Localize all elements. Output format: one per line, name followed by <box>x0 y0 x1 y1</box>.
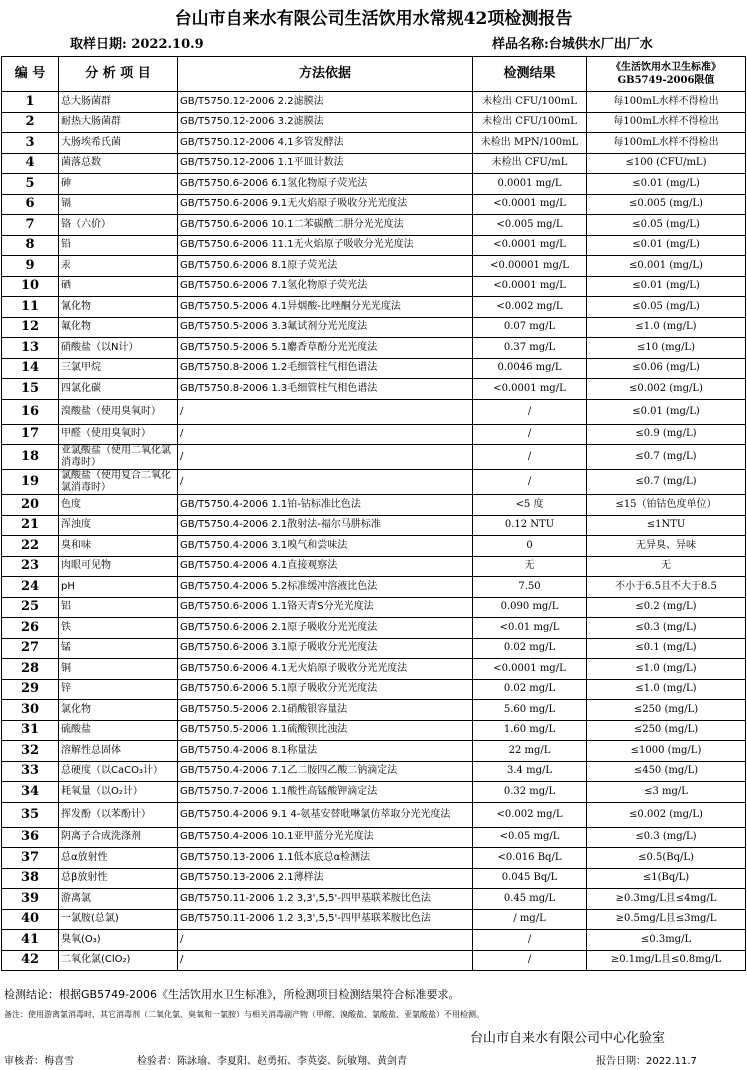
row-result: 未检出 CFU/mL <box>473 153 587 174</box>
row-item: 铁 <box>59 618 178 639</box>
sample-date: 取样日期: 2022.10.9 <box>70 37 204 52</box>
row-method: GB/T5750.5-2006 3.3氟试剂分光光度法 <box>178 317 473 338</box>
row-item: 挥发酚（以苯酚计） <box>59 802 178 827</box>
row-standard: ≤0.005 (mg/L) <box>587 194 746 215</box>
row-standard: ≤1.0 (mg/L) <box>587 679 746 700</box>
row-standard: ≥0.3mg/L且≤4mg/L <box>587 889 746 910</box>
row-result: 0.090 mg/L <box>473 597 587 618</box>
row-standard: 不小于6.5且不大于8.5 <box>587 577 746 598</box>
table-row <box>2 930 746 951</box>
row-standard: ≤0.1 (mg/L) <box>587 638 746 659</box>
row-item: 锌 <box>59 679 178 700</box>
table-row <box>2 317 746 338</box>
table-row <box>2 297 746 318</box>
row-item: 硝酸盐（以N计） <box>59 338 178 359</box>
row-number: 27 <box>2 638 59 659</box>
row-item: 亚氯酸盐（使用二氧化氯消毒时） <box>59 445 178 470</box>
table-row <box>2 424 746 445</box>
table-row <box>2 153 746 174</box>
row-standard: ≤10 (mg/L) <box>587 338 746 359</box>
row-result: 无 <box>473 556 587 577</box>
row-item: 砷 <box>59 174 178 195</box>
row-result: 0.0046 mg/L <box>473 358 587 379</box>
row-standard: ≤0.2 (mg/L) <box>587 597 746 618</box>
row-result: 0.45 mg/L <box>473 889 587 910</box>
row-item: 三氯甲烷 <box>59 358 178 379</box>
row-item: 臭和味 <box>59 536 178 557</box>
row-result: 3.4 mg/L <box>473 761 587 782</box>
table-row <box>2 470 746 495</box>
row-item: 溶解性总固体 <box>59 741 178 762</box>
row-standard: ≤450 (mg/L) <box>587 761 746 782</box>
row-item: 溴酸盐（使用臭氧时） <box>59 399 178 424</box>
row-number: 42 <box>2 950 59 971</box>
row-number: 35 <box>2 802 59 827</box>
table-row <box>2 92 746 113</box>
row-result: 0 <box>473 536 587 557</box>
row-item: 铅 <box>59 235 178 256</box>
row-result: 0.12 NTU <box>473 515 587 536</box>
table-row <box>2 597 746 618</box>
row-item: 菌落总数 <box>59 153 178 174</box>
row-method: GB/T5750.4-2006 5.2标准缓冲溶液比色法 <box>178 577 473 598</box>
table-row <box>2 215 746 236</box>
row-number: 38 <box>2 868 59 889</box>
row-method: GB/T5750.4-2006 9.1 4-氨基安替吡啉氯仿萃取分光光度法 <box>178 802 473 827</box>
row-result: <0.05 mg/L <box>473 827 587 848</box>
row-method: GB/T5750.6-2006 6.1氢化物原子荧光法 <box>178 174 473 195</box>
row-item: 四氯化碳 <box>59 379 178 400</box>
row-item: 阴离子合成洗涤剂 <box>59 827 178 848</box>
row-number: 3 <box>2 133 59 154</box>
row-number: 40 <box>2 909 59 930</box>
row-number: 2 <box>2 112 59 133</box>
row-method: GB/T5750.5-2006 4.1异烟酸-比唑酮分光光度法 <box>178 297 473 318</box>
row-method: GB/T5750.6-2006 11.1无火焰原子吸收分光光度法 <box>178 235 473 256</box>
row-number: 11 <box>2 297 59 318</box>
row-number: 23 <box>2 556 59 577</box>
table-row <box>2 495 746 516</box>
row-method: / <box>178 470 473 495</box>
results-table <box>1 56 746 971</box>
row-item: 硒 <box>59 276 178 297</box>
table-row <box>2 174 746 195</box>
table-row <box>2 379 746 400</box>
table-row <box>2 399 746 424</box>
row-standard: ≤1000 (mg/L) <box>587 741 746 762</box>
header-result: 检测结果 <box>473 57 587 92</box>
row-result: 0.02 mg/L <box>473 679 587 700</box>
row-standard: ≤1NTU <box>587 515 746 536</box>
header-standard-line2: GB5749-2006限值 <box>617 75 715 86</box>
row-standard: 每100mL水样不得检出 <box>587 133 746 154</box>
table-body <box>2 92 746 971</box>
row-result: <0.0001 mg/L <box>473 659 587 680</box>
row-number: 5 <box>2 174 59 195</box>
row-number: 36 <box>2 827 59 848</box>
row-method: GB/T5750.13-2006 1.1低本底总α检测法 <box>178 848 473 869</box>
row-method: GB/T5750.6-2006 10.1二苯碳酰二肼分光光度法 <box>178 215 473 236</box>
row-result: / <box>473 445 587 470</box>
row-item: 氯化物 <box>59 700 178 721</box>
row-result: 5.60 mg/L <box>473 700 587 721</box>
row-result: <0.0001 mg/L <box>473 379 587 400</box>
row-number: 33 <box>2 761 59 782</box>
row-standard: ≤0.002 (mg/L) <box>587 379 746 400</box>
row-item: 一氯胺(总氯) <box>59 909 178 930</box>
row-number: 12 <box>2 317 59 338</box>
table-header-row <box>2 57 746 92</box>
row-result: / mg/L <box>473 909 587 930</box>
table-row <box>2 556 746 577</box>
row-method: GB/T5750.4-2006 3.1嗅气和尝味法 <box>178 536 473 557</box>
row-result: / <box>473 950 587 971</box>
row-method: GB/T5750.6-2006 8.1原子荧光法 <box>178 256 473 277</box>
row-number: 1 <box>2 92 59 113</box>
row-result: 0.37 mg/L <box>473 338 587 359</box>
row-standard: ≤0.01 (mg/L) <box>587 174 746 195</box>
row-item: 大肠埃希氏菌 <box>59 133 178 154</box>
report-title: 台山市自来水有限公司生活饮用水常规42项检测报告 <box>174 9 573 29</box>
row-method: GB/T5750.4-2006 7.1乙二胺四乙酸二钠滴定法 <box>178 761 473 782</box>
table-row <box>2 276 746 297</box>
row-method: GB/T5750.6-2006 7.1氢化物原子荧光法 <box>178 276 473 297</box>
row-result: 7.50 <box>473 577 587 598</box>
row-result: 22 mg/L <box>473 741 587 762</box>
row-standard: 每100mL水样不得检出 <box>587 112 746 133</box>
row-item: 总α放射性 <box>59 848 178 869</box>
row-method: GB/T5750.6-2006 4.1无火焰原子吸收分光光度法 <box>178 659 473 680</box>
row-number: 19 <box>2 470 59 495</box>
conclusion-text: 检测结论：根据GB5749-2006《生活饮用水卫生标准》，所检测项目检测结果符合标准要求。 <box>4 988 460 1001</box>
row-method: GB/T5750.8-2006 1.3毛细管柱气相色谱法 <box>178 379 473 400</box>
row-number: 16 <box>2 399 59 424</box>
row-item: 镉 <box>59 194 178 215</box>
row-result: <0.005 mg/L <box>473 215 587 236</box>
row-number: 14 <box>2 358 59 379</box>
row-number: 25 <box>2 597 59 618</box>
row-number: 18 <box>2 445 59 470</box>
row-number: 29 <box>2 679 59 700</box>
row-number: 31 <box>2 720 59 741</box>
row-method: GB/T5750.4-2006 8.1称量法 <box>178 741 473 762</box>
row-number: 10 <box>2 276 59 297</box>
row-method: GB/T5750.4-2006 10.1亚甲蓝分光光度法 <box>178 827 473 848</box>
table-row <box>2 536 746 557</box>
row-method: / <box>178 445 473 470</box>
row-result: / <box>473 399 587 424</box>
row-item: 肉眼可见物 <box>59 556 178 577</box>
row-method: GB/T5750.12-2006 4.1多管发酵法 <box>178 133 473 154</box>
row-standard: ≤0.3mg/L <box>587 930 746 951</box>
row-method: GB/T5750.12-2006 2.2滤膜法 <box>178 92 473 113</box>
row-result: 未检出 CFU/100mL <box>473 92 587 113</box>
row-standard: ≤0.01 (mg/L) <box>587 235 746 256</box>
row-standard: ≤0.7 (mg/L) <box>587 470 746 495</box>
row-standard: ≤0.5(Bq/L) <box>587 848 746 869</box>
row-standard: ≤0.001 (mg/L) <box>587 256 746 277</box>
row-result: 未检出 CFU/100mL <box>473 112 587 133</box>
reviewer: 审核者：梅喜雪 <box>4 1056 74 1067</box>
row-item: 总硬度（以CaCO₃计） <box>59 761 178 782</box>
row-number: 37 <box>2 848 59 869</box>
table-row <box>2 848 746 869</box>
row-method: / <box>178 950 473 971</box>
table-row <box>2 235 746 256</box>
table-row <box>2 256 746 277</box>
row-result: 0.045 Bq/L <box>473 868 587 889</box>
row-method: GB/T5750.5-2006 2.1硝酸银容量法 <box>178 700 473 721</box>
table-row <box>2 338 746 359</box>
table-row <box>2 827 746 848</box>
row-standard: ≤0.01 (mg/L) <box>587 399 746 424</box>
note-text: 备注：使用游离氯消毒时，其它消毒剂（二氧化氯、臭氧和一氯胺）与相关消毒副产物（甲醛、溴酸盐、氯酸盐、亚氯酸盐）不用检测。 <box>4 1010 484 1019</box>
row-number: 41 <box>2 930 59 951</box>
row-standard: 无异臭、异味 <box>587 536 746 557</box>
row-number: 15 <box>2 379 59 400</box>
row-result: <0.0001 mg/L <box>473 194 587 215</box>
row-number: 39 <box>2 889 59 910</box>
row-standard: ≤100 (CFU/mL) <box>587 153 746 174</box>
table-row <box>2 133 746 154</box>
row-method: GB/T5750.4-2006 1.1铂-钴标准比色法 <box>178 495 473 516</box>
table-row <box>2 889 746 910</box>
row-number: 7 <box>2 215 59 236</box>
row-standard: ≤1(Bq/L) <box>587 868 746 889</box>
inspectors: 检验者：陈詠瑜、李夏阳、赵勇拓、李英姿、阮敏翔、黄剑青 <box>137 1056 407 1067</box>
header-standard <box>587 57 746 92</box>
row-standard: ≤0.7 (mg/L) <box>587 445 746 470</box>
table-row <box>2 577 746 598</box>
row-result: <5 度 <box>473 495 587 516</box>
row-item: 游离氯 <box>59 889 178 910</box>
row-result: <0.002 mg/L <box>473 297 587 318</box>
row-item: 色度 <box>59 495 178 516</box>
row-result: 1.60 mg/L <box>473 720 587 741</box>
row-result: <0.01 mg/L <box>473 618 587 639</box>
row-item: 总β放射性 <box>59 868 178 889</box>
row-result: <0.00001 mg/L <box>473 256 587 277</box>
row-standard: ≤15（铂钴色度单位） <box>587 495 746 516</box>
row-result: 0.32 mg/L <box>473 782 587 803</box>
row-result: <0.0001 mg/L <box>473 276 587 297</box>
header-item: 分 析 项 目 <box>59 57 178 92</box>
table-row <box>2 445 746 470</box>
table-row <box>2 761 746 782</box>
table-row <box>2 720 746 741</box>
row-method: GB/T5750.4-2006 2.1散射法-福尔马肼标准 <box>178 515 473 536</box>
row-method: GB/T5750.7-2006 1.1酸性高锰酸钾滴定法 <box>178 782 473 803</box>
row-method: GB/T5750.6-2006 2.1原子吸收分光光度法 <box>178 618 473 639</box>
row-item: 氯酸盐（使用复合二氧化氯消毒时） <box>59 470 178 495</box>
row-method: GB/T5750.13-2006 2.1薄样法 <box>178 868 473 889</box>
table-row <box>2 618 746 639</box>
row-standard: ≤3 mg/L <box>587 782 746 803</box>
row-item: 甲醛（使用臭氧时） <box>59 424 178 445</box>
report-date: 报告日期：2022.11.7 <box>596 1056 697 1067</box>
table-row <box>2 868 746 889</box>
header-standard-line1: 《生活饮用水卫生标准》 <box>611 62 721 73</box>
row-method: GB/T5750.11-2006 1.2 3,3',5,5'-四甲基联苯胺比色法 <box>178 909 473 930</box>
row-standard: ≤0.3 (mg/L) <box>587 827 746 848</box>
row-method: GB/T5750.5-2006 5.1麝香草酚分光光度法 <box>178 338 473 359</box>
row-result: / <box>473 930 587 951</box>
row-standard: ≤1.0 (mg/L) <box>587 317 746 338</box>
row-number: 13 <box>2 338 59 359</box>
row-result: 0.0001 mg/L <box>473 174 587 195</box>
row-number: 22 <box>2 536 59 557</box>
row-result: <0.016 Bq/L <box>473 848 587 869</box>
row-standard: ≤0.06 (mg/L) <box>587 358 746 379</box>
row-standard: ≤0.3 (mg/L) <box>587 618 746 639</box>
row-method: GB/T5750.4-2006 4.1直接观察法 <box>178 556 473 577</box>
table-row <box>2 679 746 700</box>
row-standard: ≤0.9 (mg/L) <box>587 424 746 445</box>
row-method: / <box>178 424 473 445</box>
row-number: 24 <box>2 577 59 598</box>
table-row <box>2 515 746 536</box>
row-number: 8 <box>2 235 59 256</box>
table-row <box>2 782 746 803</box>
row-item: 总大肠菌群 <box>59 92 178 113</box>
row-number: 28 <box>2 659 59 680</box>
row-item: 汞 <box>59 256 178 277</box>
header-no: 编 号 <box>2 57 59 92</box>
row-item: 铝 <box>59 597 178 618</box>
row-method: GB/T5750.5-2006 1.1硫酸钡比浊法 <box>178 720 473 741</box>
row-method: / <box>178 930 473 951</box>
row-result: 0.07 mg/L <box>473 317 587 338</box>
row-number: 4 <box>2 153 59 174</box>
row-number: 21 <box>2 515 59 536</box>
row-item: 臭氧(O₃) <box>59 930 178 951</box>
row-standard: ≤0.05 (mg/L) <box>587 215 746 236</box>
row-standard: ≥0.1mg/L且≤0.8mg/L <box>587 950 746 971</box>
row-item: 耗氧量（以O₂计） <box>59 782 178 803</box>
row-result: / <box>473 470 587 495</box>
row-number: 26 <box>2 618 59 639</box>
row-method: GB/T5750.11-2006 1.2 3,3',5,5'-四甲基联苯胺比色法 <box>178 889 473 910</box>
row-method: GB/T5750.12-2006 1.1平皿计数法 <box>178 153 473 174</box>
row-standard: ≤250 (mg/L) <box>587 700 746 721</box>
row-standard: ≤0.002 (mg/L) <box>587 802 746 827</box>
table-row <box>2 659 746 680</box>
row-item: 耐热大肠菌群 <box>59 112 178 133</box>
table-row <box>2 950 746 971</box>
row-item: 锰 <box>59 638 178 659</box>
sample-name: 样品名称:台城供水厂出厂水 <box>492 37 653 52</box>
table-row <box>2 194 746 215</box>
row-item: 氰化物 <box>59 297 178 318</box>
row-method: GB/T5750.8-2006 1.2毛细管柱气相色谱法 <box>178 358 473 379</box>
row-result: 未检出 MPN/100mL <box>473 133 587 154</box>
row-number: 34 <box>2 782 59 803</box>
row-method: GB/T5750.6-2006 3.1原子吸收分光光度法 <box>178 638 473 659</box>
row-number: 9 <box>2 256 59 277</box>
row-method: GB/T5750.6-2006 9.1无火焰原子吸收分光光度法 <box>178 194 473 215</box>
row-method: GB/T5750.6-2006 1.1铬天青S分光光度法 <box>178 597 473 618</box>
row-method: GB/T5750.12-2006 3.2滤膜法 <box>178 112 473 133</box>
row-item: 氟化物 <box>59 317 178 338</box>
row-number: 32 <box>2 741 59 762</box>
row-result: / <box>473 424 587 445</box>
row-number: 30 <box>2 700 59 721</box>
row-number: 6 <box>2 194 59 215</box>
row-standard: ≤1.0 (mg/L) <box>587 659 746 680</box>
row-standard: 无 <box>587 556 746 577</box>
row-method: GB/T5750.6-2006 5.1原子吸收分光光度法 <box>178 679 473 700</box>
lab-name: 台山市自来水有限公司中心化验室 <box>470 1031 666 1046</box>
row-standard: ≤0.01 (mg/L) <box>587 276 746 297</box>
row-item: 二氧化氯(ClO₂) <box>59 950 178 971</box>
table-row <box>2 112 746 133</box>
row-number: 20 <box>2 495 59 516</box>
row-item: pH <box>59 577 178 598</box>
table-row <box>2 358 746 379</box>
table-row <box>2 909 746 930</box>
table-row <box>2 741 746 762</box>
row-standard: ≥0.5mg/L且≤3mg/L <box>587 909 746 930</box>
row-standard: 每100mL水样不得检出 <box>587 92 746 113</box>
row-standard: ≤0.05 (mg/L) <box>587 297 746 318</box>
row-result: <0.0001 mg/L <box>473 235 587 256</box>
row-result: <0.002 mg/L <box>473 802 587 827</box>
row-number: 17 <box>2 424 59 445</box>
row-method: / <box>178 399 473 424</box>
row-item: 铜 <box>59 659 178 680</box>
table-row <box>2 638 746 659</box>
row-item: 浑浊度 <box>59 515 178 536</box>
table-row <box>2 802 746 827</box>
header-method: 方法依据 <box>178 57 473 92</box>
table-row <box>2 700 746 721</box>
row-standard: ≤250 (mg/L) <box>587 720 746 741</box>
row-result: 0.02 mg/L <box>473 638 587 659</box>
row-item: 铬（六价） <box>59 215 178 236</box>
row-item: 硫酸盐 <box>59 720 178 741</box>
